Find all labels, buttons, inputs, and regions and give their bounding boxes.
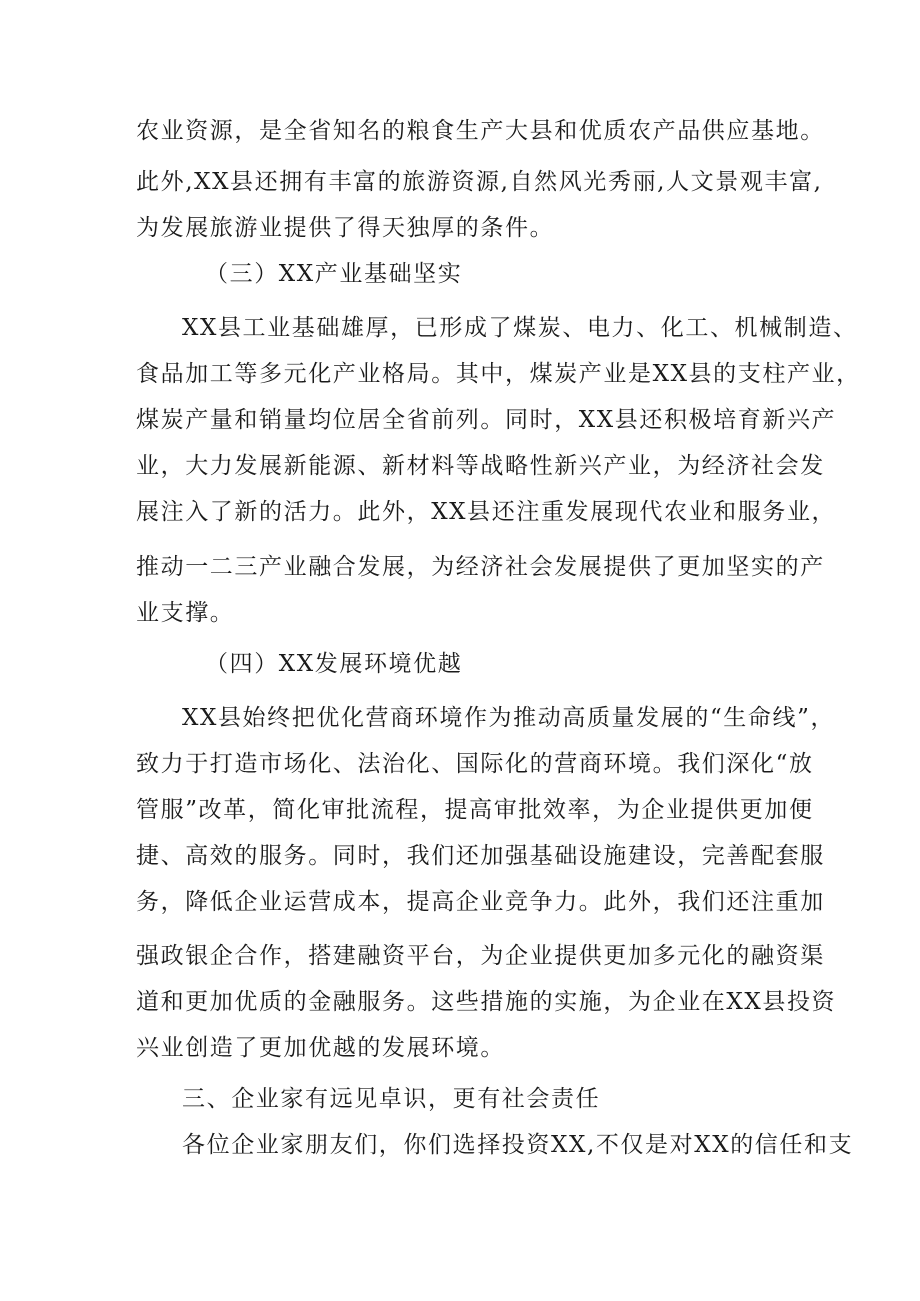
body-text-line: 业，大力发展新能源、新材料等战略性新兴产业，为经济社会发 <box>136 453 825 479</box>
body-text-line: 管服”改革，简化审批流程，提高审批效率，为企业提供更加便 <box>136 797 814 823</box>
body-text-line: 此外,XX县还拥有丰富的旅游资源,自然风光秀丽,人文景观丰富, <box>136 169 823 195</box>
body-text-line: 致力于打造市场化、法治化、国际化的营商环境。我们深化“放 <box>136 751 814 777</box>
body-text-line: 业支撑。 <box>136 600 235 626</box>
body-text-line: 推动一二三产业融合发展，为经济社会发展提供了更加坚实的产 <box>136 554 825 580</box>
chapter-heading-3: 三、企业家有远见卓识，更有社会责任 <box>182 1086 601 1112</box>
body-text-line: 展注入了新的活力。此外，XX县还注重发展现代农业和服务业， <box>136 499 837 525</box>
body-text-line: 农业资源，是全省知名的粮食生产大县和优质农产品供应基地。 <box>136 118 825 144</box>
body-text-line: 务，降低企业运营成本，提高企业竞争力。此外，我们还注重加 <box>136 889 825 915</box>
section-heading-4: （四）XX发展环境优越 <box>205 651 463 677</box>
body-text-line: 为发展旅游业提供了得天独厚的条件。 <box>136 215 555 241</box>
body-text-line: 食品加工等多元化产业格局。其中，煤炭产业是XX县的支柱产业， <box>136 361 861 387</box>
section-heading-3: （三）XX产业基础坚实 <box>205 261 463 287</box>
body-text-line: 兴业创造了更加优越的发展环境。 <box>136 1035 505 1061</box>
paragraph-first-line: 各位企业家朋友们，你们选择投资XX,不仅是对XX的信任和支 <box>182 1132 854 1158</box>
body-text-line: 煤炭产量和销量均位居全省前列。同时，XX县还积极培育新兴产 <box>136 407 837 433</box>
paragraph-first-line: XX县工业基础雄厚，已形成了煤炭、电力、化工、机械制造、 <box>182 315 858 341</box>
body-text-line: 强政银企合作，搭建融资平台，为企业提供更加多元化的融资渠 <box>136 943 825 969</box>
body-text-line: 道和更加优质的金融服务。这些措施的实施，为企业在XX县投资 <box>136 989 837 1015</box>
body-text-line: 捷、高效的服务。同时，我们还加强基础设施建设，完善配套服 <box>136 843 825 869</box>
paragraph-first-line: XX县始终把优化营商环境作为推动高质量发展的“生命线”， <box>182 705 836 731</box>
